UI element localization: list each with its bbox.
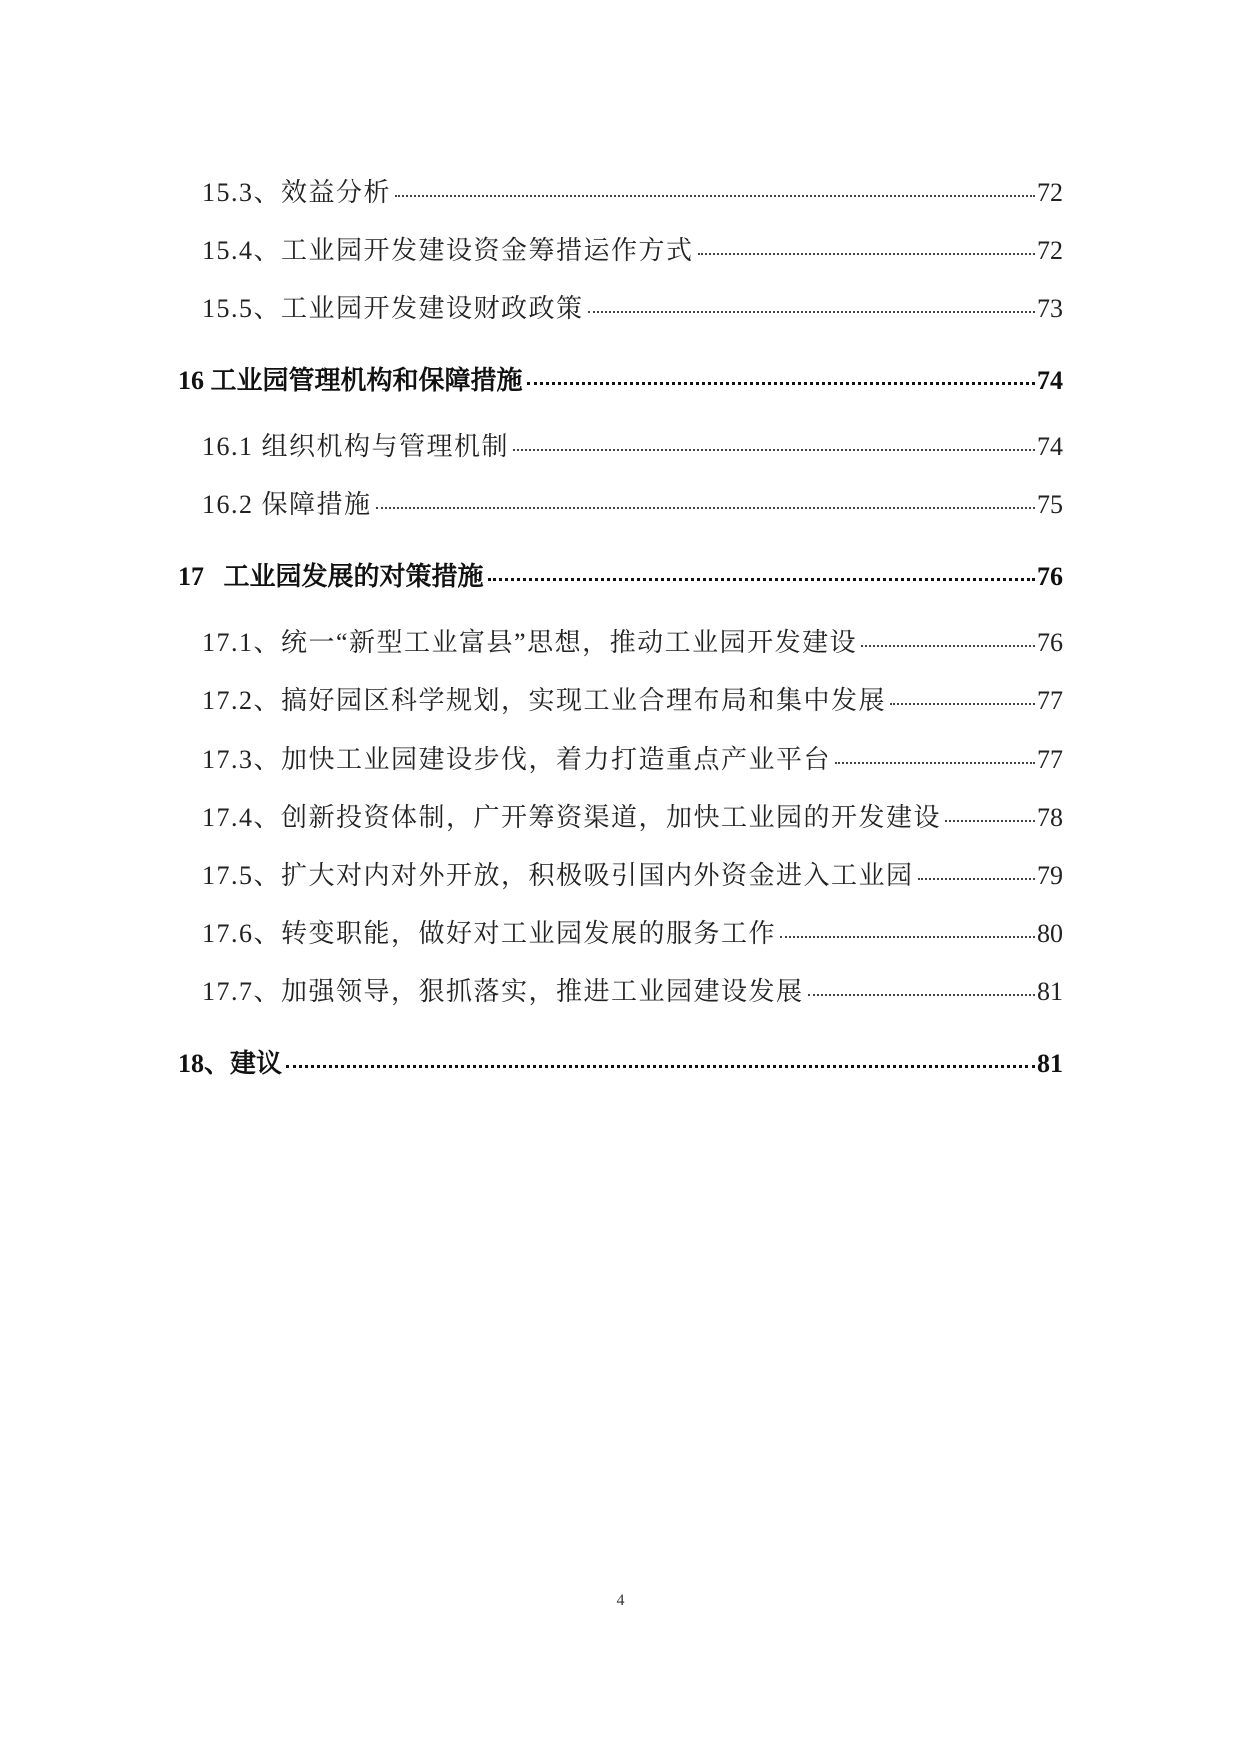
toc-entry-title: 17.1、统一“新型工业富县”思想，推动工业园开发建设 <box>202 628 858 657</box>
toc-entry-title: 15.3、效益分析 <box>202 178 392 207</box>
toc-dot-leader <box>918 878 1035 880</box>
toc-entry-page: 78 <box>1037 803 1063 832</box>
toc-entry-page: 79 <box>1037 861 1063 890</box>
toc-entry-title: 18、建议 <box>178 1049 283 1078</box>
toc-entry-page: 72 <box>1037 178 1063 207</box>
toc-entry-page: 80 <box>1037 919 1063 948</box>
toc-entry-page: 77 <box>1037 745 1063 774</box>
toc-entry[interactable] <box>202 622 1063 659</box>
toc-entry-page: 72 <box>1037 236 1063 265</box>
toc-entry[interactable] <box>202 484 1063 521</box>
toc-entry[interactable] <box>202 288 1063 325</box>
toc-entry-page: 75 <box>1037 490 1063 519</box>
toc-dot-leader <box>890 703 1035 705</box>
toc-dot-leader <box>513 449 1035 451</box>
toc-dot-leader <box>698 253 1035 255</box>
toc-entry-title: 17.7、加强领导，狠抓落实，推进工业园建设发展 <box>202 977 804 1006</box>
toc-entry-page: 81 <box>1037 1049 1063 1078</box>
toc-dot-leader <box>835 762 1035 764</box>
toc-entry[interactable] <box>202 680 1063 717</box>
toc-entry-page: 76 <box>1037 628 1063 657</box>
toc-entry-title: 17.3、加快工业园建设步伐，着力打造重点产业平台 <box>202 745 832 774</box>
toc-entry[interactable] <box>202 971 1063 1008</box>
toc-chapter-entry[interactable] <box>178 360 1063 397</box>
toc-dot-leader <box>945 820 1035 822</box>
toc-dot-leader <box>861 645 1035 647</box>
toc-dot-leader <box>376 507 1035 509</box>
toc-entry-title: 16 工业园管理机构和保障措施 <box>178 366 523 395</box>
toc-entry-page: 74 <box>1037 432 1063 461</box>
toc-entry-page: 77 <box>1037 686 1063 715</box>
toc-entry[interactable] <box>202 739 1063 776</box>
toc-entry-page: 73 <box>1037 294 1063 323</box>
toc-dot-leader <box>286 1065 1035 1068</box>
toc-entry[interactable] <box>202 797 1063 834</box>
toc-entry-title: 17.2、搞好园区科学规划，实现工业合理布局和集中发展 <box>202 686 887 715</box>
toc-entry[interactable] <box>202 855 1063 892</box>
toc-dot-leader <box>488 578 1035 581</box>
toc-entry-title: 17.4、创新投资体制，广开筹资渠道，加快工业园的开发建设 <box>202 803 942 832</box>
toc-dot-leader <box>527 382 1035 385</box>
toc-dot-leader <box>780 936 1035 938</box>
toc-entry-title: 16.2 保障措施 <box>202 490 372 519</box>
toc-entry-title: 17.6、转变职能，做好对工业园发展的服务工作 <box>202 919 777 948</box>
toc-entry[interactable] <box>202 913 1063 950</box>
toc-entry[interactable] <box>202 230 1063 267</box>
toc-entry-page: 81 <box>1037 977 1063 1006</box>
toc-entry-page: 76 <box>1037 562 1063 591</box>
toc-entry-title: 17.5、扩大对内对外开放，积极吸引国内外资金进入工业园 <box>202 861 914 890</box>
page-number: 4 <box>616 1592 625 1609</box>
toc-entry-title: 17 工业园发展的对策措施 <box>178 562 484 591</box>
toc-entry-title: 15.5、工业园开发建设财政政策 <box>202 294 584 323</box>
toc-dot-leader <box>588 311 1035 313</box>
toc-entry-title: 16.1 组织机构与管理机制 <box>202 432 510 461</box>
toc-entry-title: 15.4、工业园开发建设资金筹措运作方式 <box>202 236 694 265</box>
toc-chapter-entry[interactable] <box>178 556 1063 593</box>
toc-entry[interactable] <box>202 172 1063 209</box>
toc-entry-page: 74 <box>1037 366 1063 395</box>
toc-entry[interactable] <box>202 426 1063 463</box>
toc-chapter-entry[interactable] <box>178 1043 1063 1080</box>
toc-dot-leader <box>395 195 1035 197</box>
toc-dot-leader <box>808 994 1035 996</box>
